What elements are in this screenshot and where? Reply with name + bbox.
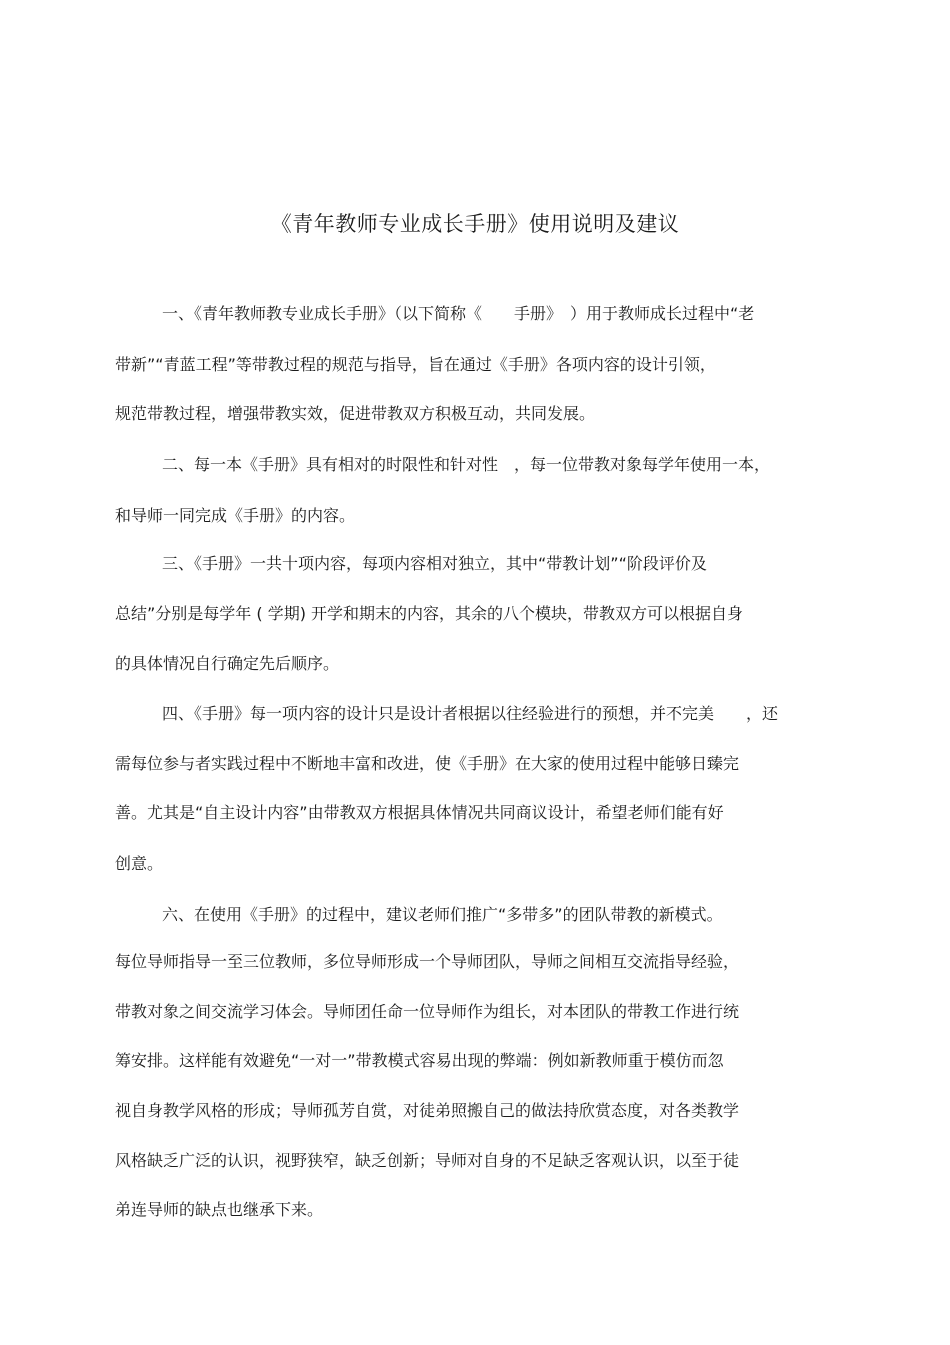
paragraph-3-line-3: 的具体情况自行确定先后顺序。	[115, 654, 340, 673]
paragraph-6-line-5: 视自身教学风格的形成；导师孤芳自赏，对徒弟照搬自己的做法持欣赏态度，对各类教学	[115, 1101, 740, 1120]
paragraph-2-line-1: 二、每一本《手册》具有相对的时限性和针对性 ，每一位带教对象每学年使用一本，	[162, 455, 771, 474]
paragraph-4-line-4: 创意。	[115, 854, 164, 873]
paragraph-1-line-3: 规范带教过程，增强带教实效，促进带教双方积极互动，共同发展。	[115, 404, 596, 423]
paragraph-6-line-2: 每位导师指导一至三位教师，多位导师形成一个导师团队，导师之间相互交流指导经验，	[115, 952, 740, 971]
paragraph-1-line-2: 带新”“青蓝工程”等带教过程的规范与指导，旨在通过《手册》各项内容的设计引领，	[115, 355, 716, 374]
paragraph-6-line-6: 风格缺乏广泛的认识，视野狭窄，缺乏创新；导师对自身的不足缺乏客观认识，以至于徒	[115, 1151, 740, 1170]
paragraph-4-line-1: 四、《手册》每一项内容的设计只是设计者根据以往经验进行的预想，并不完美 ，还	[162, 704, 779, 723]
paragraph-4-line-3: 善。尤其是“自主设计内容”由带教双方根据具体情况共同商议设计，希望老师们能有好	[115, 803, 724, 822]
paragraph-6-line-4: 筹安排。这样能有效避免“一对一”带教模式容易出现的弊端：例如新教师重于模仿而忽	[115, 1051, 724, 1070]
paragraph-3-line-2: 总结”分别是每学年 ( 学期) 开学和期末的内容，其余的八个模块，带教双方可以根据自身	[115, 604, 744, 623]
paragraph-2-line-2: 和导师一同完成《手册》的内容。	[115, 506, 356, 525]
paragraph-1-line-1: 一、《青年教师教专业成长手册》（以下简称《 手册》 ）用于教师成长过程中“老	[162, 304, 755, 323]
paragraph-6-line-1: 六、在使用《手册》的过程中，建议老师们推广“多带多”的团队带教的新模式。	[162, 905, 723, 924]
paragraph-4-line-2: 需每位参与者实践过程中不断地丰富和改进，使《手册》在大家的使用过程中能够日臻完	[115, 754, 740, 773]
document-title: 《青年教师专业成长手册》使用说明及建议	[270, 212, 680, 236]
paragraph-6-line-7: 弟连导师的缺点也继承下来。	[115, 1200, 324, 1219]
paragraph-6-line-3: 带教对象之间交流学习体会。导师团任命一位导师作为组长，对本团队的带教工作进行统	[115, 1002, 740, 1021]
paragraph-3-line-1: 三、《手册》一共十项内容，每项内容相对独立，其中“带教计划”“阶段评价及	[162, 554, 707, 573]
